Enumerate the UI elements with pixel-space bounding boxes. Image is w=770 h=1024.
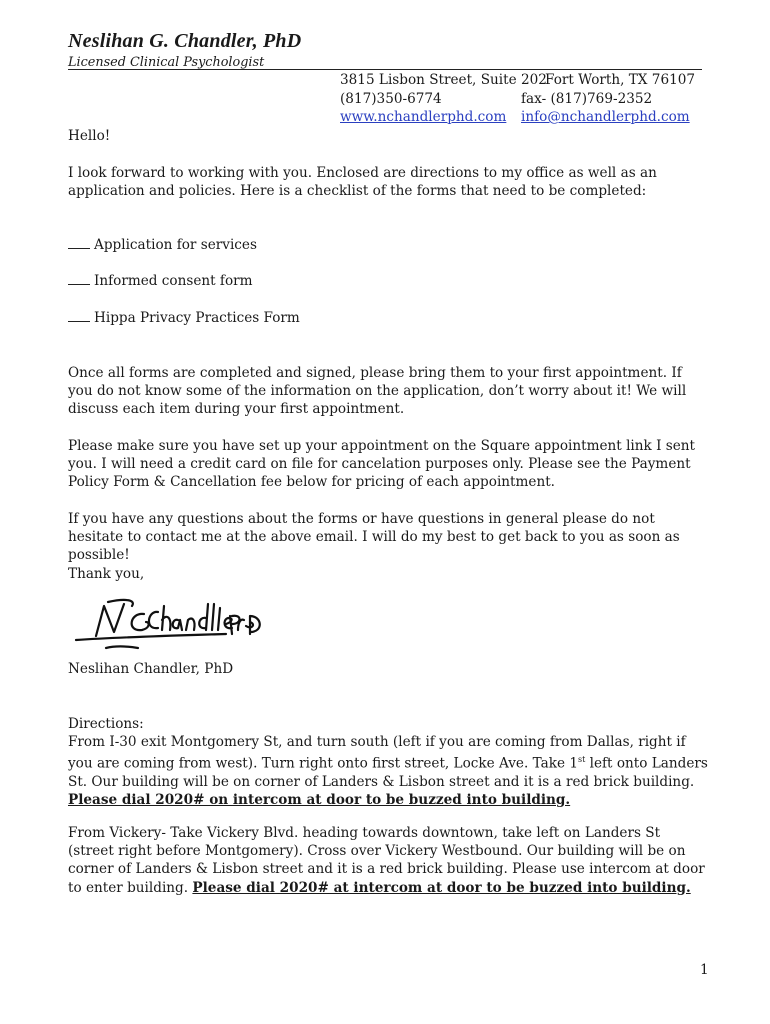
intercom-instruction: Please dial 2020# at intercom at door to be buzzed into building. <box>192 879 691 896</box>
checkbox-blank[interactable] <box>68 311 90 322</box>
signer-name: Neslihan Chandler, PhD <box>68 661 234 677</box>
intercom-instruction: Please dial 2020# on intercom at door to be buzzed into building. <box>68 792 571 809</box>
letterhead-name: Neslihan G. Chandler, PhD <box>68 30 302 52</box>
address-city: Fort Worth, TX 76107 <box>545 72 696 88</box>
checkbox-blank[interactable] <box>68 238 90 249</box>
checklist-label: Informed consent form <box>94 273 253 289</box>
letterhead-divider <box>68 69 702 70</box>
checklist-item <box>68 273 253 289</box>
directions-i30: From I-30 exit Montgomery St, and turn south (left if you are coming from Dallas, right if you are coming from west). Turn right onto first street, Locke Ave. Take 1st left onto Landers St. Our building will be on corner of Landers & Lisbon street and it is a red brick building. Please dial 2020# on intercom at door to be buzzed into building. <box>68 734 708 809</box>
fax-number: fax- (817)769-2352 <box>521 91 653 107</box>
directions-vickery: From Vickery- Take Vickery Blvd. heading towards downtown, take left on Landers St (street right before Montgomery). Cross over Vickery Westbound. Our building will be on corner of Landers & Lisbon street and it is a red brick building. Please use intercom at door to enter building. Please dial 2020# at intercom at door to be buzzed into building. <box>68 825 705 896</box>
website-link[interactable]: www.nchandlerphd.com <box>340 109 507 125</box>
appointment-paragraph: Please make sure you have set up your appointment on the Square appointment link I sent you. I will need a credit card on file for cancelation purposes only. Please see the Payment Policy Form & Cancellation fee below for pricing of each appointment. <box>68 438 696 491</box>
phone-number: (817)350-6774 <box>340 91 442 107</box>
address-street: 3815 Lisbon Street, Suite 202 <box>340 72 547 88</box>
letterhead-title: Licensed Clinical Psychologist <box>68 55 265 70</box>
checklist-item <box>68 237 257 253</box>
handwritten-signature <box>66 596 276 658</box>
directions-heading: Directions: <box>68 716 144 732</box>
intro-paragraph: I look forward to working with you. Enclosed are directions to my office as well as an application and policies. Here is a checklist of the forms that need to be completed: <box>68 165 657 200</box>
greeting: Hello! <box>68 128 111 144</box>
checklist-label: Hippa Privacy Practices Form <box>94 310 300 326</box>
questions-paragraph: If you have any questions about the forms or have questions in general please do not hesitate to contact me at the above email. I will do my best to get back to you as soon as possible! <box>68 511 680 564</box>
checklist-item <box>68 310 300 326</box>
page-number: 1 <box>700 962 709 978</box>
forms-paragraph: Once all forms are completed and signed, please bring them to your first appointment. If you do not know some of the information on the application, don’t worry about it! We will discuss each item during your first appointment. <box>68 365 687 418</box>
closing: Thank you, <box>68 566 145 582</box>
checklist-label: Application for services <box>94 237 257 253</box>
checkbox-blank[interactable] <box>68 274 90 285</box>
email-link[interactable]: info@nchandlerphd.com <box>521 109 690 125</box>
